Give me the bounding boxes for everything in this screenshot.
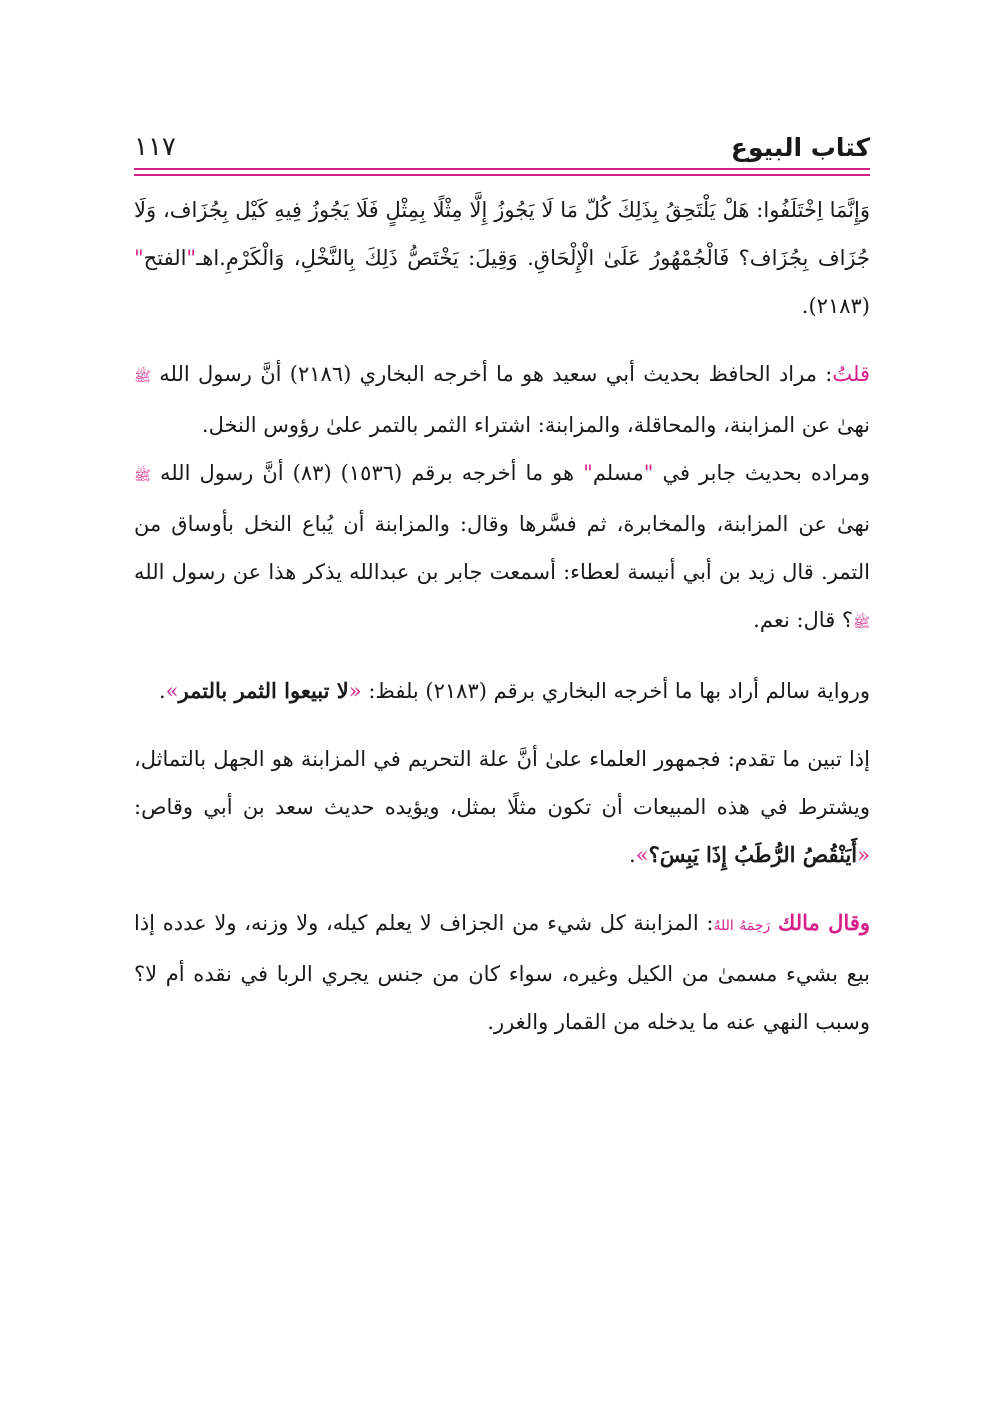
quote-mark-open: «: [857, 843, 870, 867]
paragraph-text: نهىٰ عن المزابنة، والمخابرة، ثم فسَّرها وقال: والمزابنة أن يُباع النخل بأوساق من التمر. قال زيد بن أبي أنيسة لعطاء: أسمعت جابر بن عبدالله يذكر هذا عن رسول الله: [134, 512, 870, 584]
quote-text: وَإِنَّمَا اِخْتَلَفُوا: هَلْ يَلْتَحِقُ بِذَلِكَ كُلّ مَا لَا يَجُوزُ إِلَّا مِثْلًا بِمِثْلٍ فَلَا يَجُوزُ فِيهِ كَيْل بِجُزَاف، وَلَا جُزَاف بِجُزَاف؟ فَالْجُمْهُورُ عَلَىٰ الْإِلْحَاقِ. وَقِيلَ: يَخْتَصُّ ذَلِكَ بِالنَّخْلِ، وَالْكَرْمِ.اهـ: [134, 198, 870, 270]
paragraph-text: : المزابنة كل شيء من الجزاف لا يعلم كيله، ولا وزنه، ولا عدده إذا بيع بشيء مسمىٰ من الكيل وغيره، سواء كان من جنس يجري الربا في نقده أم لا؟ وسبب النهي عنه ما يدخله من القمار والغرر.: [134, 911, 870, 1034]
paragraph-text: .: [629, 843, 636, 867]
hadith-text: أَيَنْقُصُ الرُّطَبُ إِذَا يَبِسَ؟: [648, 842, 858, 867]
paragraph-text: هو ما أخرجه برقم (١٥٣٦) (٨٣) أنَّ رسول الله: [150, 461, 584, 485]
paragraph-gap: [134, 330, 870, 350]
rahimahullah-symbol: رَحِمَهُ اللهُ: [713, 918, 771, 934]
paragraph-qultu: [134, 350, 870, 449]
page-header: [134, 128, 870, 166]
paragraph-text: ورواية سالم أراد بها ما أخرجه البخاري برقم (٢١٨٣) بلفظ:: [361, 679, 870, 703]
paragraph-quote-fath: [134, 186, 870, 330]
paragraph-text: ومراده بحديث جابر في: [653, 461, 871, 485]
salawat-symbol: ﷺ: [853, 615, 870, 631]
salawat-symbol: ﷺ: [134, 369, 151, 385]
book-name: مسلم: [592, 461, 644, 485]
paragraph-gap: [134, 647, 870, 667]
quote-mark-close: ": [583, 461, 593, 485]
paragraph-gap: [134, 879, 870, 899]
malik-lead: وقال مالك: [778, 910, 870, 935]
paragraph-malik: [134, 899, 870, 1046]
quote-mark-close: ": [134, 246, 144, 270]
quote-mark-open: ": [186, 246, 197, 270]
book-title: كتاب البيوع: [730, 132, 870, 162]
paragraph-text: ؟ قال: نعم.: [753, 608, 854, 632]
quote-mark-open: ": [643, 461, 654, 485]
quote-mark-open: «: [348, 679, 362, 703]
page-body: [134, 186, 870, 1046]
paragraph-jabir: [134, 449, 870, 647]
paragraph-text: نهىٰ عن المزابنة، والمحاقلة، والمزابنة: اشتراء الثمر بالتمر علىٰ رؤوس النخل.: [201, 413, 870, 437]
header-rule-bottom: [134, 174, 870, 176]
page-number: ١١٧: [134, 132, 176, 162]
paragraph-text: : مراد الحافظ بحديث أبي سعيد هو ما أخرجه البخاري (٢١٨٦) أنَّ رسول الله: [150, 362, 833, 386]
paragraph-text: إذا تبين ما تقدم: فجمهور العلماء علىٰ أنَّ علة التحريم في المزابنة هو الجهل بالتماثل، ويشترط في هذه المبيعات أن تكون مثلًا بمثل، ويؤيده حديث سعد بن أبي وقاص:: [134, 747, 870, 819]
paragraph-conclusion: [134, 735, 870, 879]
salawat-symbol: ﷺ: [134, 468, 151, 484]
paragraph-salim: [134, 667, 870, 715]
source-name: الفتح: [143, 246, 187, 270]
qultu-lead: قلتُ: [832, 362, 870, 386]
hadith-text: لا تبيعوا الثمر بالتمر: [178, 678, 349, 703]
source-reference: (٢١٨٣).: [801, 294, 870, 318]
quote-mark-close: »: [635, 843, 649, 867]
paragraph-gap: [134, 715, 870, 735]
header-rule-top: [134, 168, 870, 170]
quote-mark-close: »: [165, 679, 179, 703]
paragraph-text: .: [158, 679, 166, 703]
